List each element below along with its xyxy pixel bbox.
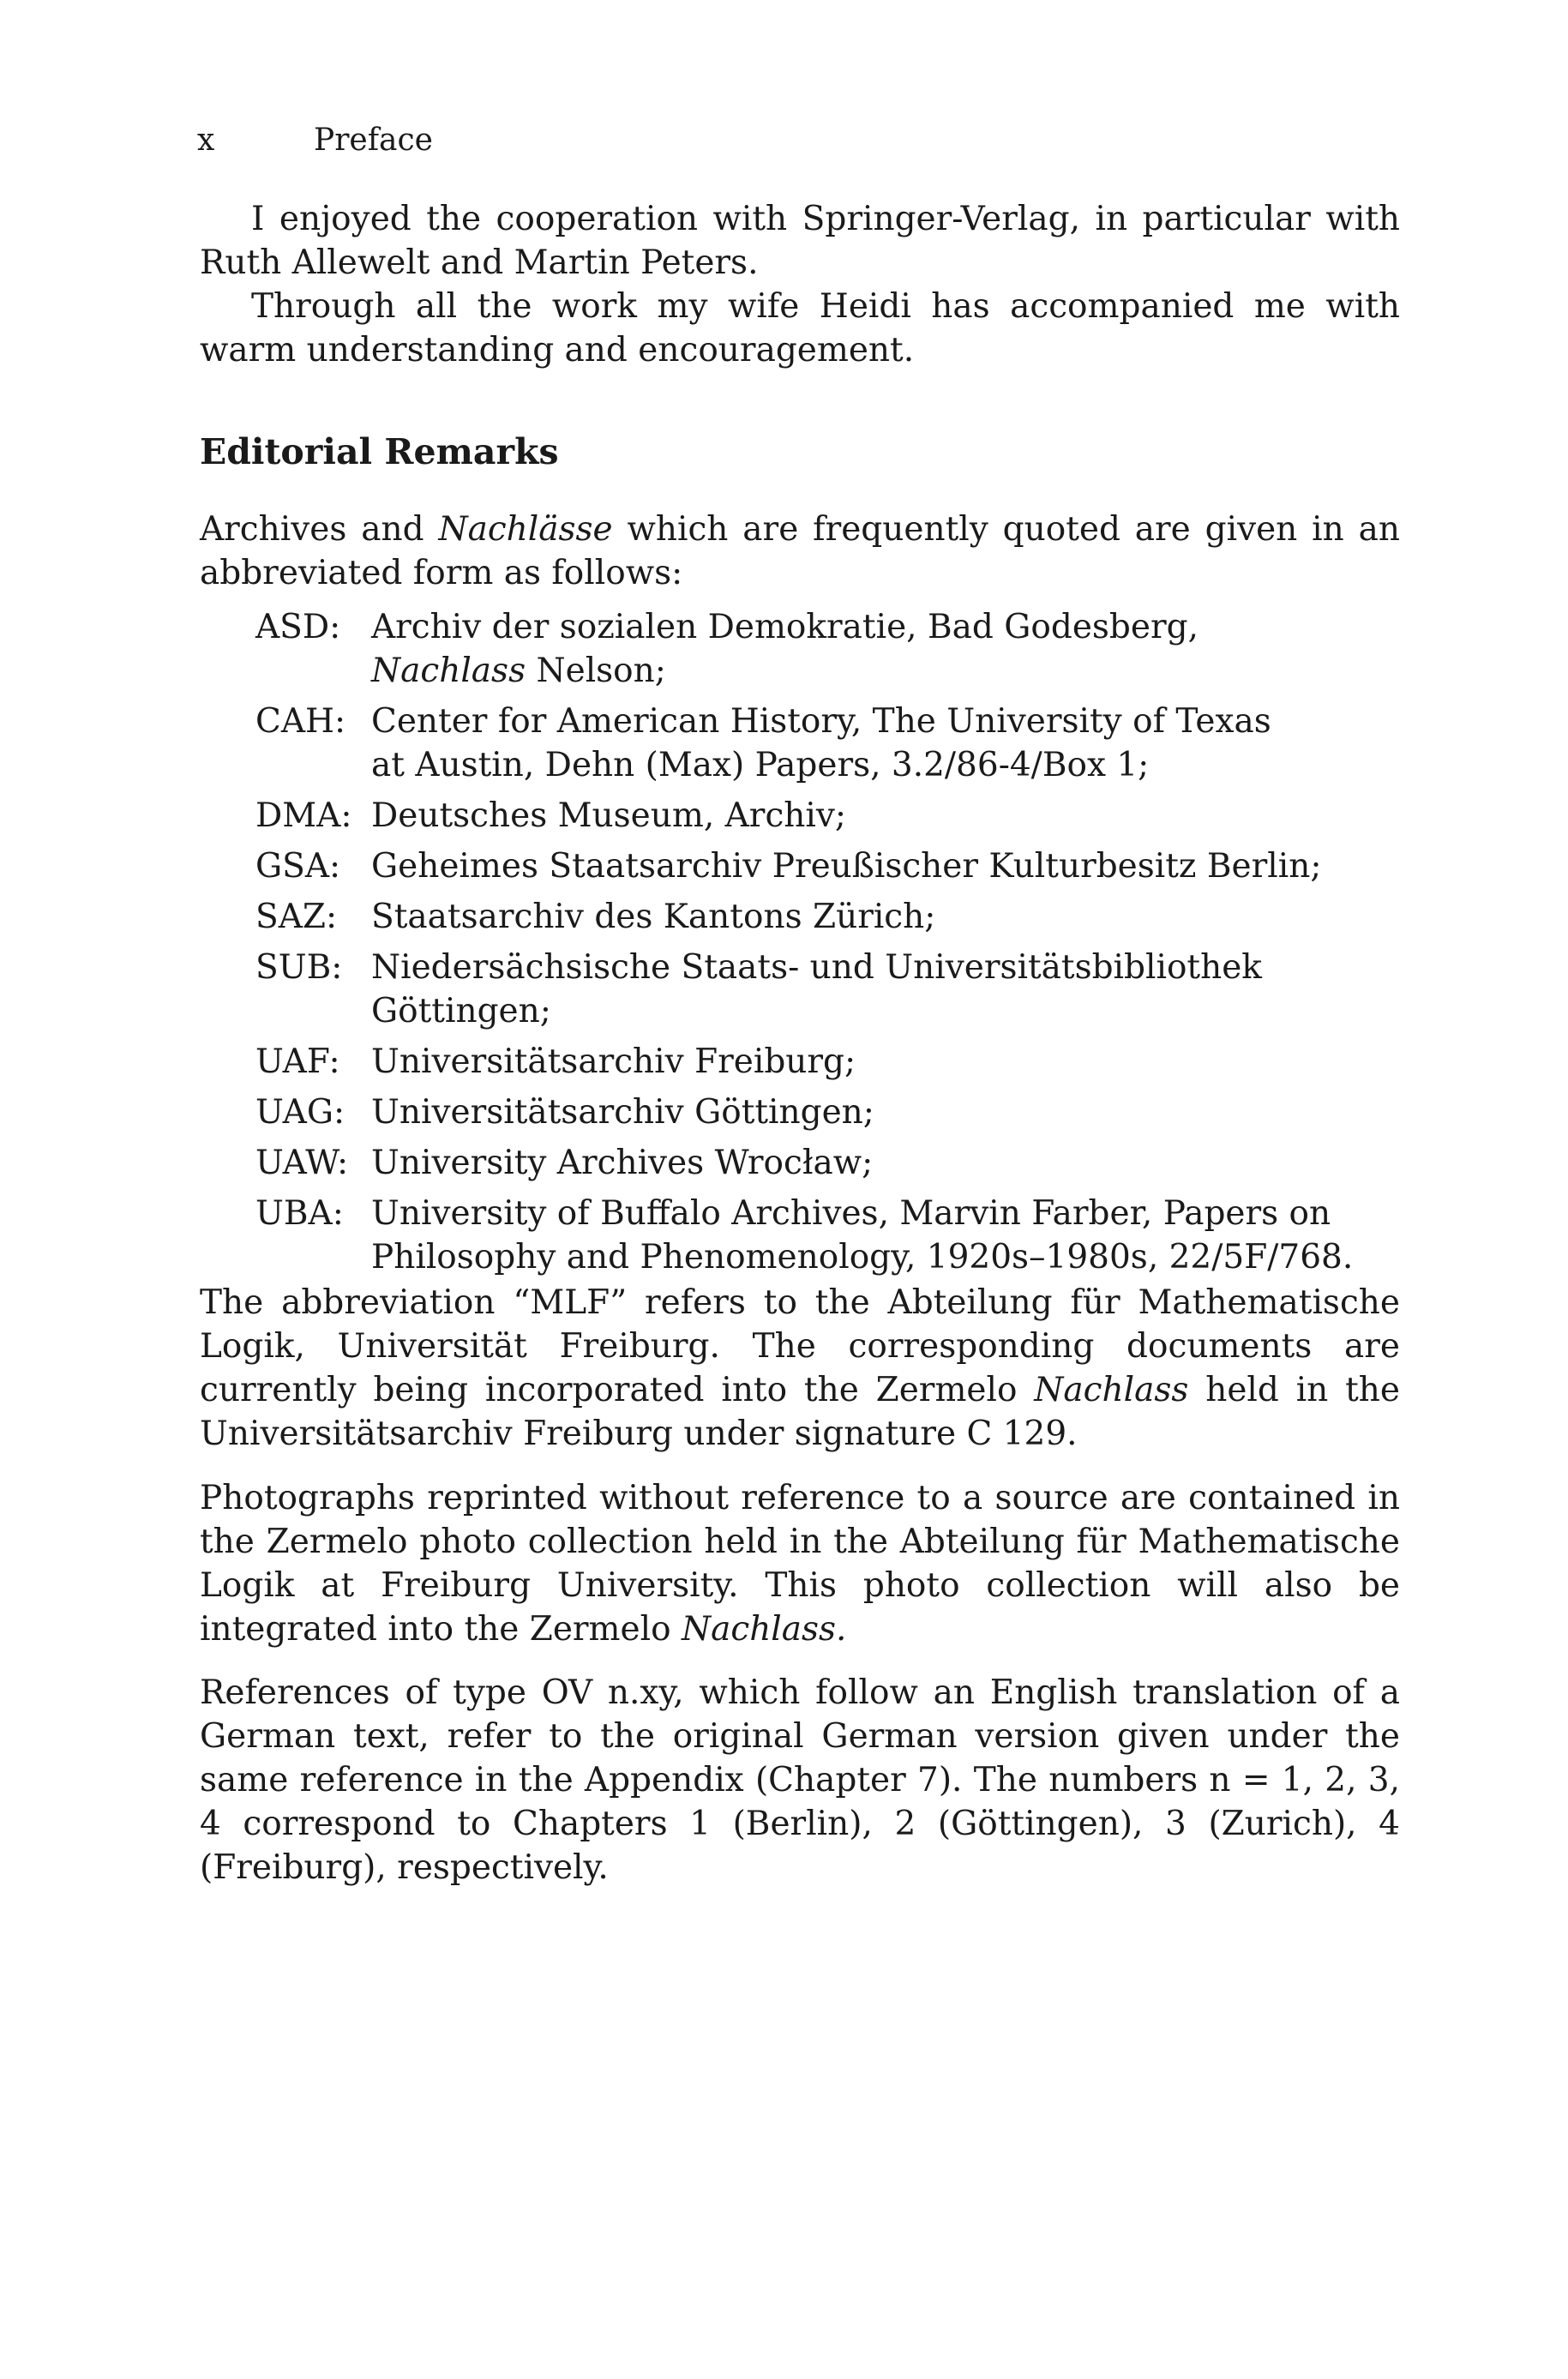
- description-line: at Austin, Dehn (Max) Papers, 3.2/86-4/Box 1;: [371, 746, 1150, 784]
- abbreviation-list: [255, 605, 1400, 1279]
- intro-italic-term: Nachlässe: [438, 510, 613, 549]
- section-heading: Editorial Remarks: [200, 431, 559, 472]
- abbreviation-entry: [255, 844, 1400, 888]
- abbreviation-code: UBA:: [255, 1194, 344, 1233]
- abbreviation-description: [371, 700, 1400, 787]
- description-line: [371, 649, 1400, 693]
- italic-term: Nachlass: [371, 652, 526, 690]
- running-head: [197, 120, 433, 161]
- abbreviation-description: [371, 1192, 1400, 1279]
- intro-paragraph: [200, 508, 1400, 595]
- running-title: Preface: [314, 123, 433, 158]
- abbreviation-entry: [255, 895, 1400, 939]
- italic-term: Nachlass: [1034, 1371, 1189, 1409]
- abbreviation-description: University Archives Wrocław;: [371, 1144, 874, 1182]
- abbreviation-description: Universitätsarchiv Göttingen;: [371, 1093, 874, 1132]
- abbreviation-entry: [255, 1141, 1400, 1185]
- dedication-paragraph: Through all the work my wife Heidi has accompanied me with warm understanding and encouragement.: [200, 287, 1400, 369]
- abbreviation-description: Deutsches Museum, Archiv;: [371, 796, 847, 835]
- abbreviation-entry: [255, 605, 1400, 693]
- page-number: x: [197, 123, 215, 158]
- abbreviation-code: GSA:: [255, 847, 341, 886]
- abbreviation-description: [371, 605, 1400, 693]
- abbreviation-entry: [255, 1040, 1400, 1084]
- abbreviation-entry: [255, 1192, 1400, 1279]
- description-line: University of Buffalo Archives, Marvin Farber, Papers on: [371, 1194, 1331, 1233]
- abbreviation-code: ASD:: [255, 608, 341, 646]
- abbreviation-entry: [255, 794, 1400, 838]
- description-line: Archiv der sozialen Demokratie, Bad Godesberg,: [371, 608, 1199, 646]
- abbreviation-entry: [255, 946, 1400, 1033]
- italic-term: Nachlass.: [681, 1610, 847, 1649]
- acknowledgement-paragraph: I enjoyed the cooperation with Springer-Verlag, in particular with Ruth Allewelt and Martin Peters.: [200, 200, 1400, 282]
- intro-text-after: which are frequently quoted are given in an abbreviated form as follows:: [200, 510, 1400, 592]
- abbreviation-code: SAZ:: [255, 898, 338, 936]
- intro-text-before: Archives and: [200, 510, 439, 549]
- paragraph-text: The abbreviation “MLF” refers to the Abteilung für Mathematische Logik, Universität Freiburg. The corresponding documents are currently being incorporated into the Zermelo: [200, 1283, 1400, 1409]
- references-paragraph: References of type OV n.xy, which follow an English translation of a German text, refer to the original German version given under the same reference in the Appendix (Chapter 7). The numbers n = 1, 2, 3, 4 correspond to Chapters 1 (Berlin), 2 (Göttingen), 3 (Zurich), 4 (Freiburg), respectively.: [200, 1673, 1400, 1887]
- mlf-paragraph: [200, 1281, 1400, 1456]
- paragraph-text: held in the Universitätsarchiv Freiburg under signature C 129.: [200, 1371, 1400, 1453]
- abbreviation-entry: [255, 700, 1400, 787]
- abbreviation-code: SUB:: [255, 948, 343, 987]
- abbreviation-entry: [255, 1090, 1400, 1134]
- abbreviation-description: Niedersächsische Staats- und Universitätsbibliothek Göttingen;: [371, 948, 1262, 1030]
- abbreviation-code: UAW:: [255, 1144, 349, 1182]
- abbreviation-code: DMA:: [255, 796, 352, 835]
- paragraph-text: Photographs reprinted without reference to a source are contained in the Zermelo photo collection held in the Abteilung für Mathematische Logik at Freiburg University. This photo collection will also be integrated into the Zermelo: [200, 1479, 1400, 1649]
- description-text: Nelson;: [526, 652, 666, 690]
- abbreviation-description: Geheimes Staatsarchiv Preußischer Kulturbesitz Berlin;: [371, 847, 1322, 886]
- abbreviation-description: Staatsarchiv des Kantons Zürich;: [371, 898, 936, 936]
- abbreviation-code: UAF:: [255, 1042, 340, 1081]
- photo-paragraph: [200, 1476, 1400, 1651]
- abbreviation-code: CAH:: [255, 702, 346, 741]
- abbreviation-code: UAG:: [255, 1093, 345, 1132]
- description-line: Philosophy and Phenomenology, 1920s–1980s, 22/5F/768.: [371, 1238, 1354, 1277]
- abbreviation-description: Universitätsarchiv Freiburg;: [371, 1042, 856, 1081]
- description-line: Center for American History, The University of Texas: [371, 702, 1271, 741]
